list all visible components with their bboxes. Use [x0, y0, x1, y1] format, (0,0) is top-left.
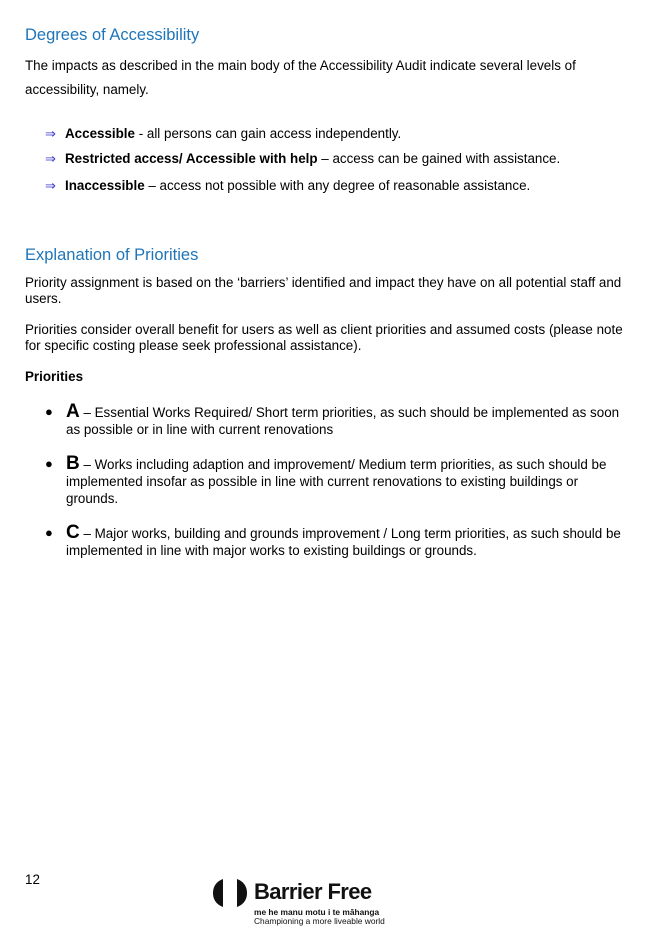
priority-consider-text: Priorities consider overall benefit for users as well as client priorities and assumed costs (please note for specific costing please seek professional assistance). — [25, 322, 623, 353]
logo-tagline-maori: me he manu motu i te māhanga — [254, 907, 380, 917]
level-desc: – access can be gained with assistance. — [317, 151, 561, 166]
priority-assignment-text: Priority assignment is based on the ‘barriers’ identified and impact they have on all potential staff and users. — [25, 275, 622, 306]
level-term: Inaccessible — [65, 178, 145, 193]
logo-tagline: Championing a more liveable world — [254, 916, 385, 926]
priority-text: – Works including adaption and improvement/ Medium term priorities, as such should be implemented insofar as possible in line with current renovations to existing buildings or grounds. — [66, 457, 607, 506]
bullet-icon: ● — [45, 456, 53, 471]
priorities-label: Priorities — [25, 369, 84, 384]
right-arrow-icon: ⇒ — [45, 151, 56, 166]
barrier-free-logo — [213, 876, 433, 926]
degrees-intro: The impacts as described in the main body of the Accessibility Audit indicate several levels of accessibility, namely. — [25, 58, 576, 97]
level-term: Accessible — [65, 126, 135, 141]
page-number: 12 — [25, 872, 40, 887]
priority-text: – Essential Works Required/ Short term priorities, as such should be implemented as soon as possible or in line with current renovations — [66, 405, 620, 437]
bullet-icon: ● — [45, 525, 53, 540]
degrees-heading: Degrees of Accessibility — [25, 26, 200, 44]
priority-letter: B — [66, 453, 80, 474]
accessibility-level-item — [45, 178, 625, 194]
bullet-icon: ● — [45, 404, 53, 419]
priority-letter: C — [66, 522, 80, 543]
level-desc: - all persons can gain access independently. — [134, 126, 402, 141]
accessibility-level-item — [45, 151, 625, 167]
priority-text: – Major works, building and grounds improvement / Long term priorities, as such should be implemented in line with major works to existing buildings or grounds. — [66, 526, 621, 558]
barrier-free-logo-icon — [213, 878, 247, 908]
level-term: Restricted access/ Accessible with help — [65, 151, 318, 166]
right-arrow-icon: ⇒ — [45, 126, 56, 141]
priorities-heading: Explanation of Priorities — [25, 246, 199, 264]
right-arrow-icon: ⇒ — [45, 178, 56, 193]
accessibility-level-item — [45, 126, 625, 142]
level-desc: – access not possible with any degree of reasonable assistance. — [144, 178, 531, 193]
logo-wordmark: Barrier Free — [254, 879, 372, 904]
priority-letter: A — [66, 401, 80, 422]
